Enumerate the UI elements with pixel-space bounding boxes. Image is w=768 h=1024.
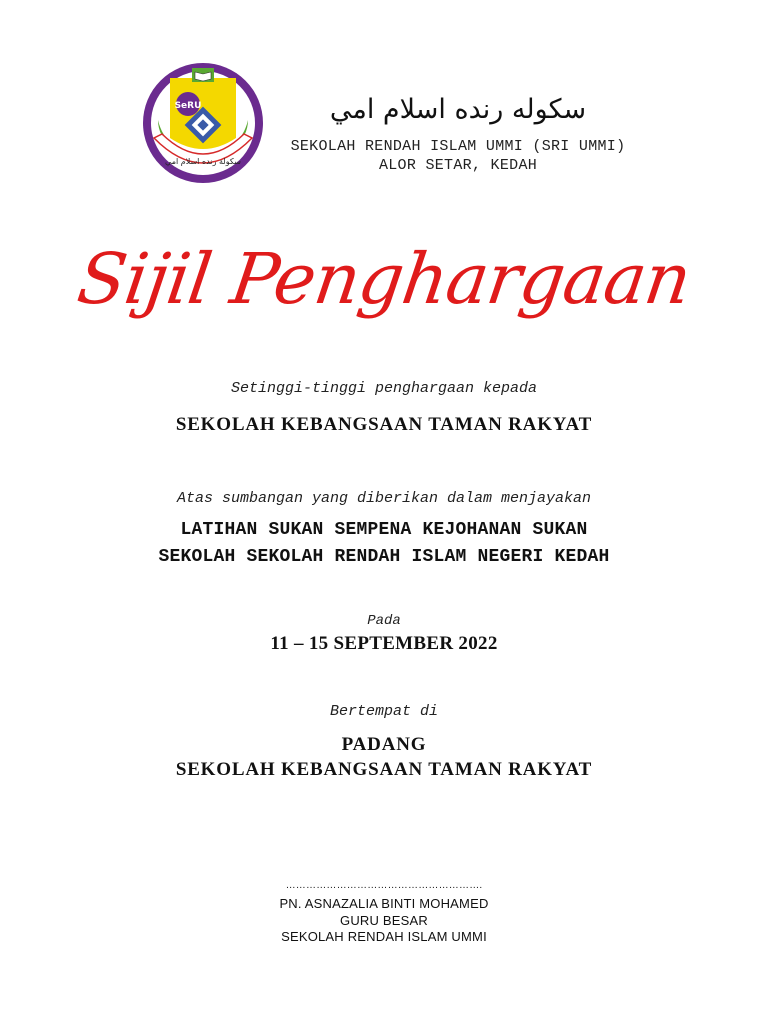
event-label: Atas sumbangan yang diberikan dalam menjayakan <box>176 490 592 507</box>
recipient-name: SEKOLAH KEBANGSAAN TAMAN RAKYAT <box>175 414 593 435</box>
event-line-2: SEKOLAH SEKOLAH RENDAH ISLAM NEGERI KEDAH <box>158 547 610 567</box>
date-label: Pada <box>367 613 401 629</box>
certificate-title: Sijil Penghargaan <box>72 238 696 320</box>
recipient-label: Setinggi-tinggi penghargaan kepada <box>230 380 538 397</box>
logo-arabic-text: سكولة رنده اسلام امي <box>165 157 241 166</box>
venue-label: Bertempat di <box>329 703 439 720</box>
logo-seru-text: SeRU <box>174 101 202 111</box>
venue-line-2: SEKOLAH KEBANGSAAN TAMAN RAKYAT <box>175 759 593 780</box>
event-date: 11 – 15 SEPTEMBER 2022 <box>270 633 498 654</box>
venue-line-1: PADANG <box>341 734 427 755</box>
school-location: ALOR SETAR, KEDAH <box>378 157 538 174</box>
signatory-position: GURU BESAR <box>340 913 428 928</box>
event-line-1: LATIHAN SUKAN SEMPENA KEJOHANAN SUKAN <box>180 520 588 540</box>
signatory-name: PN. ASNAZALIA BINTI MOHAMED <box>279 896 489 911</box>
school-name-jawi: سكوله رنده اسلام امي <box>329 94 587 125</box>
signature-line: …………………………………………………. <box>285 880 483 891</box>
signatory-institution: SEKOLAH RENDAH ISLAM UMMI <box>281 929 487 944</box>
school-name: SEKOLAH RENDAH ISLAM UMMI (SRI UMMI) <box>290 138 626 155</box>
